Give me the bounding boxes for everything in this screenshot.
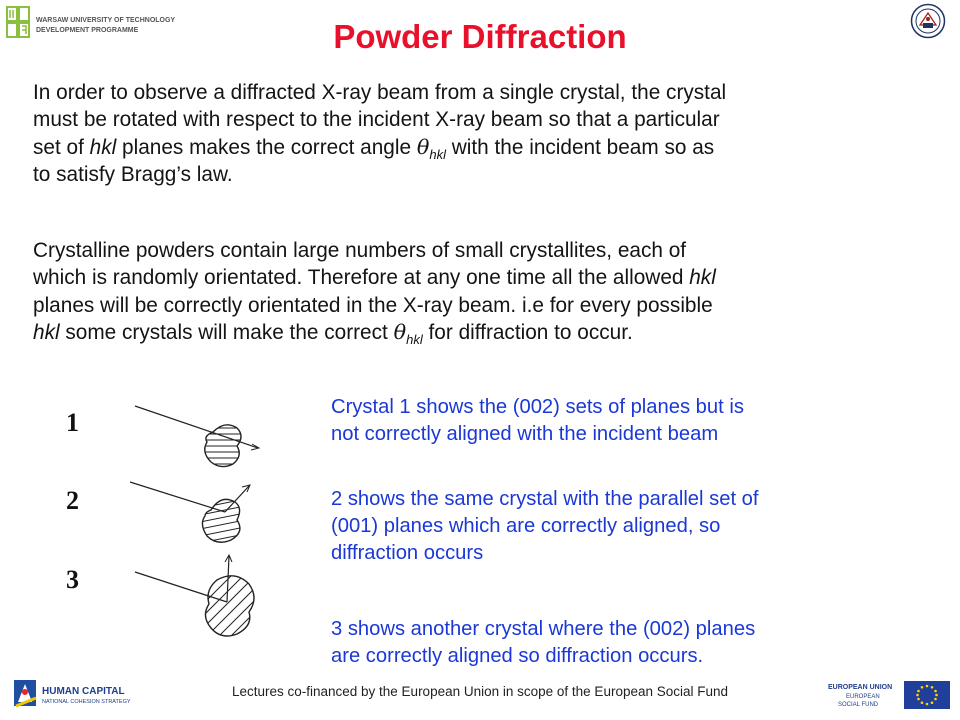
hkl-term: hkl [33, 321, 60, 345]
text-line: In order to observe a diffracted X-ray beam from a single crystal, the crystal [33, 81, 727, 104]
powder-paragraph [33, 237, 933, 347]
eu-social-fund-logo [826, 679, 954, 711]
caption-line: not correctly aligned with the incident beam [331, 423, 719, 445]
crystal-1 [135, 406, 259, 467]
eu-logo-line2: EUROPEAN [846, 694, 880, 700]
hkl-subscript: hkl [406, 332, 423, 348]
caption-line: are correctly aligned so diffraction occurs. [331, 645, 704, 667]
intro-paragraph [33, 79, 933, 189]
theta-symbol: θ [393, 320, 407, 345]
text-line: planes will be correctly orientated in the X-ray beam. i.e for every possible [33, 293, 713, 317]
crystal-3-caption [331, 616, 911, 670]
crystal-1-caption [331, 394, 911, 448]
hc-logo-line1: HUMAN CAPITAL [42, 686, 125, 697]
text-line: set of hkl planes makes the correct angle $\theta_{hkl}$ with the incident beam so as [33, 134, 715, 162]
text-line: which is randomly orientated. Therefore at any one time all the allowed hkl [33, 266, 716, 290]
eu-logo-line3: SOCIAL FUND [838, 702, 879, 708]
crystal-label-2: 2 [66, 486, 79, 515]
slide-title: Powder Diffraction [333, 18, 627, 55]
text-line: to satisfy Bragg’s law. [33, 163, 233, 187]
crystal-3 [135, 555, 265, 638]
hkl-term: hkl [689, 266, 716, 290]
logo-text-line2: DEVELOPMENT PROGRAMME [36, 27, 139, 34]
hkl-term: hkl [89, 135, 117, 159]
text-line: must be rotated with respect to the incident X-ray beam so that a particular [33, 108, 720, 132]
caption-line: (001) planes which are correctly aligned, so [331, 515, 721, 537]
hc-logo-line2: NATIONAL COHESION STRATEGY [42, 699, 131, 705]
theta-symbol: θ [416, 134, 430, 159]
caption-line: Crystal 1 shows the (002) sets of planes but is [331, 396, 744, 418]
crystal-label-3: 3 [66, 565, 79, 594]
text-line: hkl some crystals will make the correct $\theta_{hkl}$ for diffraction to occur. [33, 320, 633, 348]
crystal-2 [130, 482, 255, 551]
footer-funding-note: Lectures co-financed by the European Union in scope of the European Social Fund [231, 684, 729, 699]
caption-line: 3 shows another crystal where the (002) planes [331, 618, 756, 640]
eu-flag-icon [904, 681, 950, 709]
caption-line: 2 shows the same crystal with the parallel set of [331, 488, 759, 510]
hkl-subscript: hkl [429, 146, 446, 162]
eu-logo-line1: EUROPEAN UNION [828, 684, 893, 691]
logo-text-line1: WARSAW UNIVERSITY OF TECHNOLOGY [36, 17, 176, 24]
text-line: Crystalline powders contain large numbers of small crystallites, each of [33, 239, 687, 262]
crystal-diagram [125, 390, 275, 645]
crystal-label-1: 1 [66, 408, 79, 437]
caption-line: diffraction occurs [331, 542, 484, 564]
crystal-2-caption [331, 486, 911, 567]
